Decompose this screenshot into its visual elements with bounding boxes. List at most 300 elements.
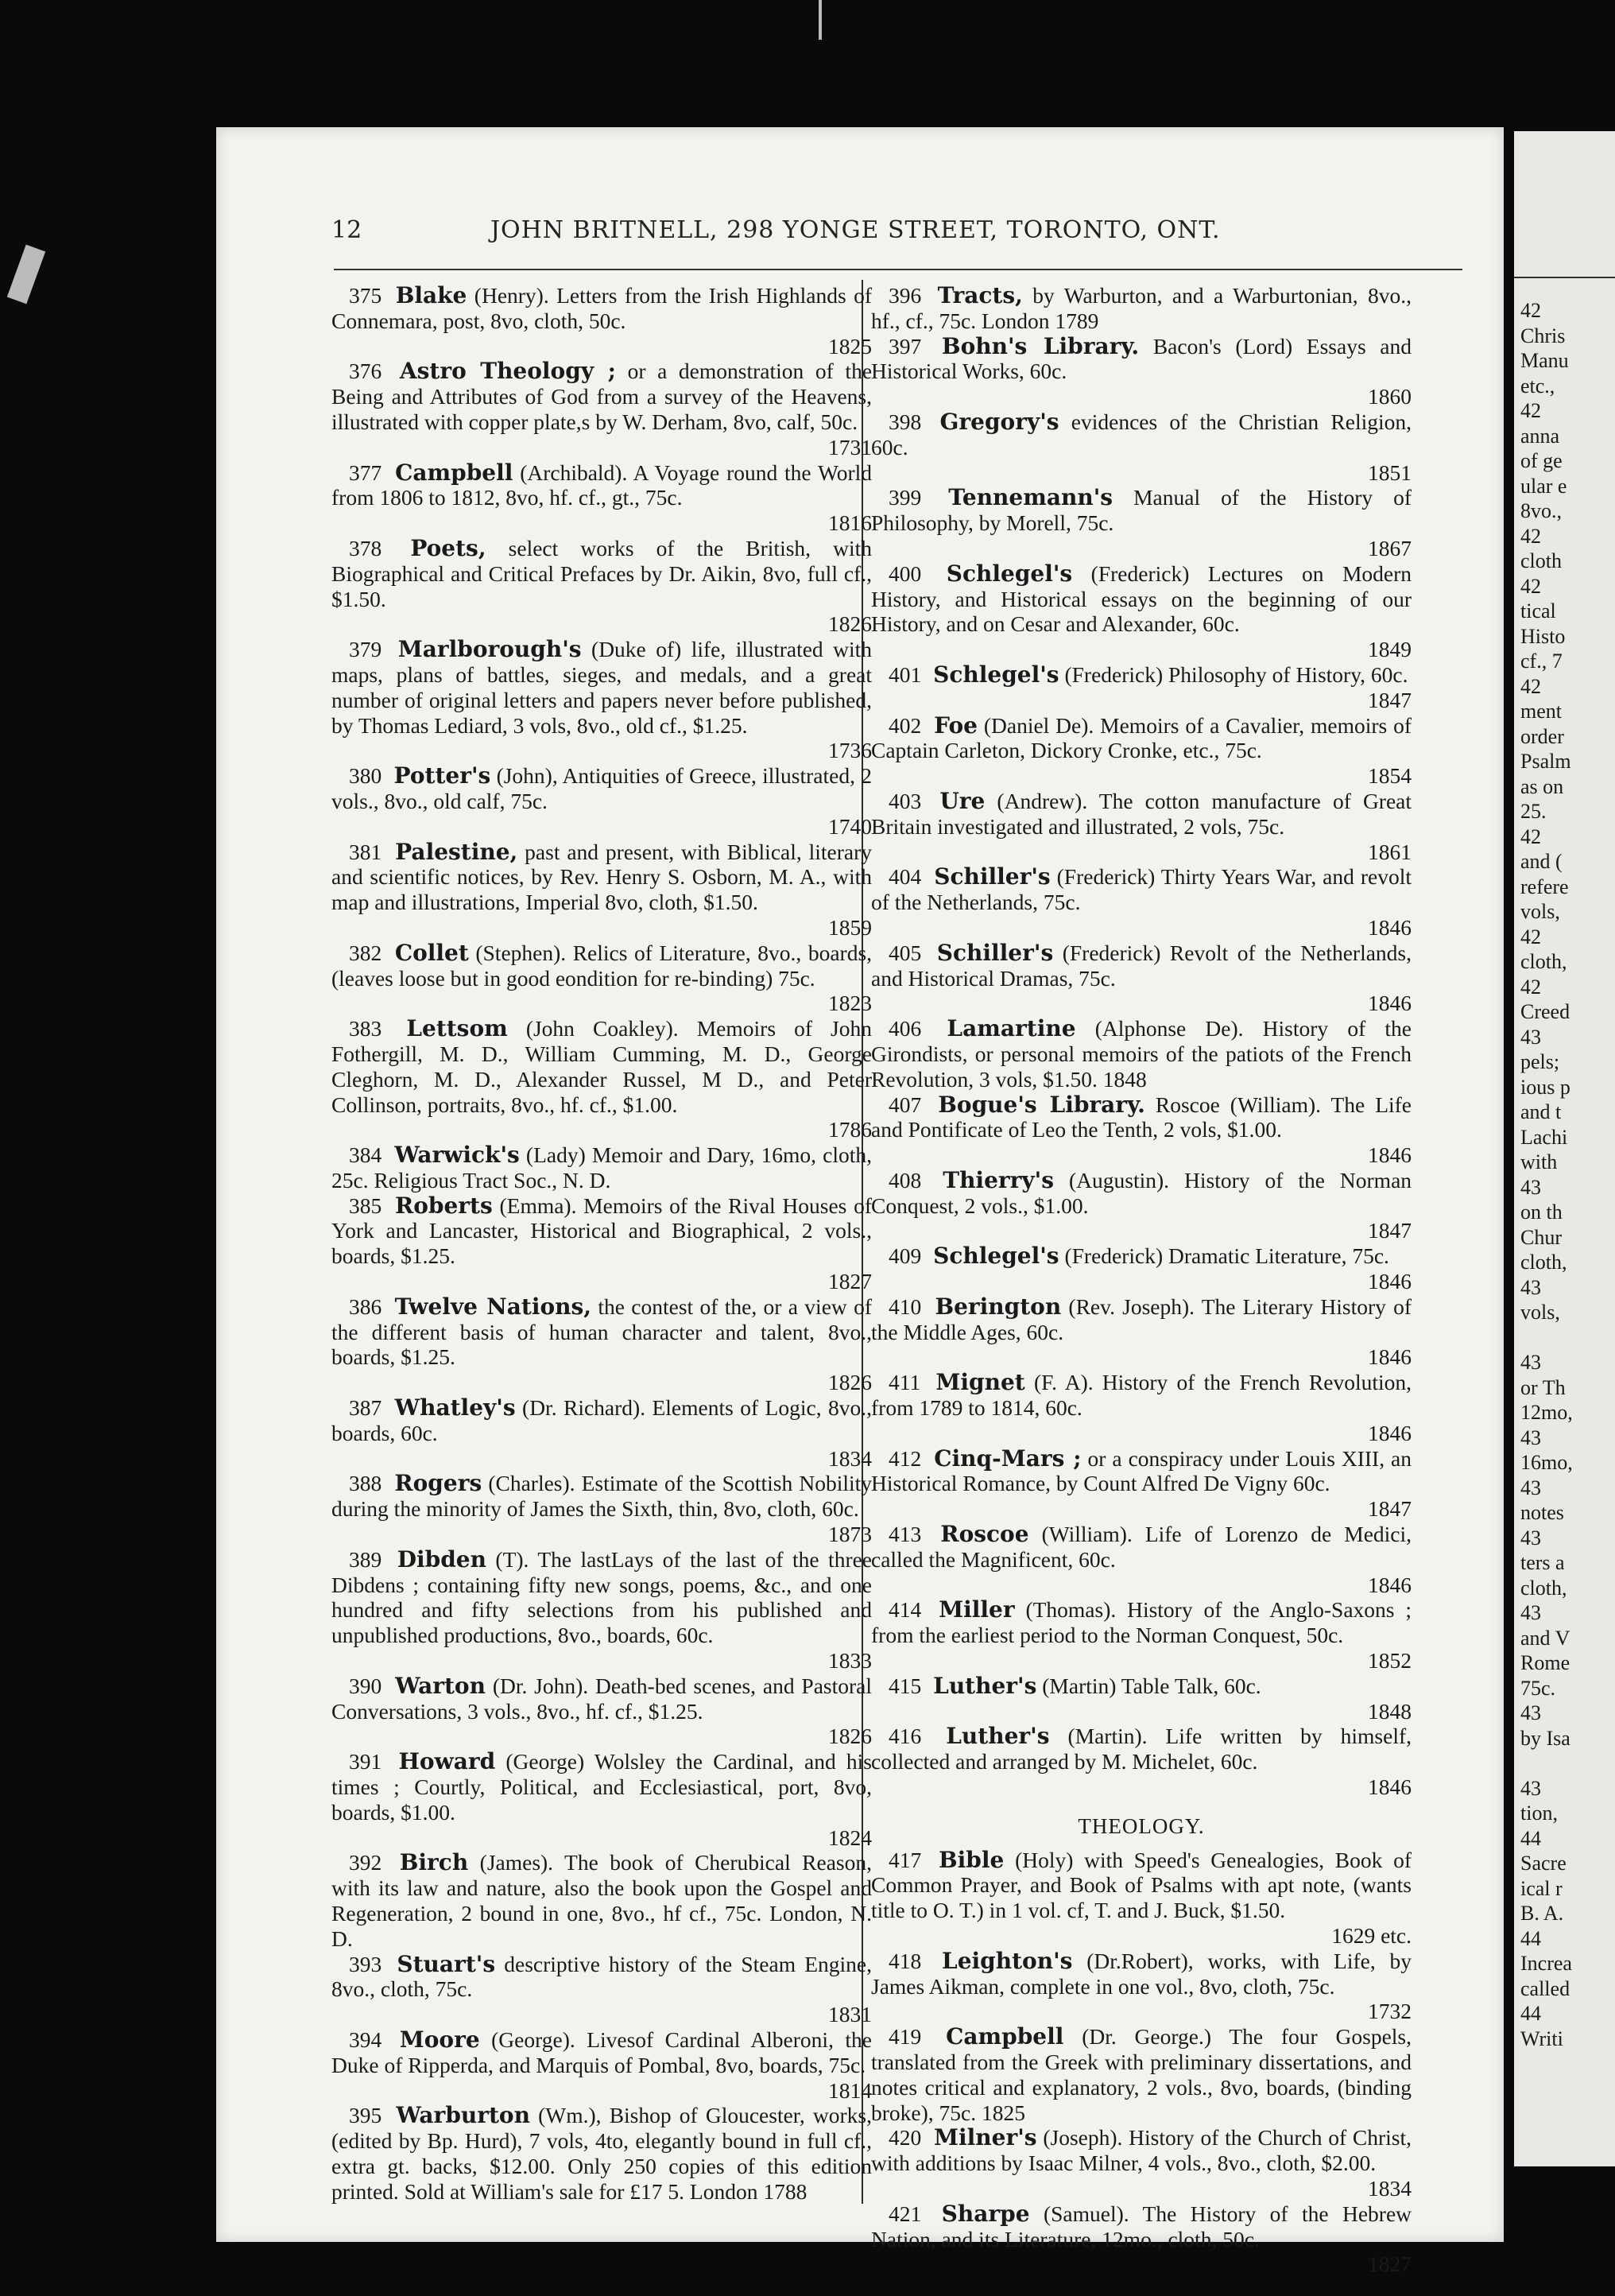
entry-headword: Warburton: [396, 2102, 530, 2129]
entry-number: 406: [889, 1016, 922, 1041]
next-page-fragment: 42: [1520, 925, 1541, 948]
entry-headword: Bible: [938, 1846, 1005, 1873]
next-page-fragment: with: [1520, 1150, 1558, 1173]
catalog-entry: [871, 409, 1412, 485]
entry-headword: Moore: [399, 2026, 480, 2053]
entry-number: 393: [349, 1951, 382, 1976]
book-page: [216, 127, 1504, 2277]
catalog-entry: [331, 763, 872, 839]
catalog-entry: [871, 1724, 1412, 1799]
entry-year: 1823: [828, 991, 872, 1016]
entry-year: 1825: [828, 333, 872, 359]
catalog-entry: [331, 1471, 872, 1546]
entry-description: (Thomas). History of the Anglo-Saxons ; from the earliest period to the Norman Conquest, 50c.: [871, 1597, 1412, 1648]
entry-description: Manual of the History of Philosophy, by Morell, 75c.: [871, 485, 1412, 536]
entry-headword: Schlegel's: [933, 1243, 1059, 1270]
entry-year: 1826: [828, 611, 872, 637]
catalog-entry: [871, 1243, 1412, 1294]
entry-headword: Tracts,: [937, 282, 1023, 308]
next-page-fragment: vols,: [1520, 900, 1560, 923]
next-page-fragment: 75c.: [1520, 1676, 1556, 1700]
catalog-entry: [331, 460, 872, 536]
next-page-fragment: 42: [1520, 299, 1541, 322]
entry-description: (Andrew). The cotton manufacture of Great Britain investigated and illustrated, 2 vols, 75c.: [871, 788, 1412, 839]
entry-number: 383: [349, 1016, 382, 1041]
entry-headword: Schiller's: [934, 863, 1051, 890]
entry-year: 1854: [1368, 763, 1412, 789]
entry-description: (Duke of) life, illustrated with maps, plans of battles, sieges, and medals, and a great number of original letters and papers never before published, by Thomas Lediard, 3 vols, 8vo., old cf., $1.25.: [331, 637, 873, 738]
entry-description: (George) Wolsley the Cardinal, and his times ; Courtly, Political, and Ecclesiastical, port, 8vo, boards, $1.00.: [331, 1749, 873, 1825]
catalog-entry: [331, 637, 872, 763]
next-page-fragment: or Th: [1520, 1375, 1566, 1399]
entry-headword: Marlborough's: [397, 636, 582, 663]
entry-year: 1824: [828, 1825, 872, 1850]
catalog-entry: [871, 1597, 1412, 1673]
entry-headword: Luther's: [946, 1723, 1050, 1750]
entry-year: 1846: [1368, 1142, 1412, 1168]
entry-number: 375: [349, 283, 382, 308]
entry-description: (Rev. Joseph). The Literary History of the Middle Ages, 60c.: [871, 1293, 1412, 1344]
next-page-fragment: 43: [1520, 1425, 1541, 1449]
next-page-fragment: 25.: [1520, 800, 1547, 823]
entry-description: (Dr. George.) The four Gospels, translated from the Greek with preliminary dissertations, and notes critical and explanatory, 2 vols., 8vo, boards, (binding broke), 75c. 1825: [871, 2024, 1412, 2125]
entry-number: 402: [889, 712, 922, 738]
catalog-entry: [871, 1294, 1412, 1370]
right-column: [871, 283, 1412, 2277]
entry-description: the contest of the, or a view of the different basis of human character and talent, 8vo., boards, $1.25.: [331, 1293, 872, 1370]
next-page-fragment: and V: [1520, 1626, 1570, 1650]
entry-headword: Leighton's: [942, 1947, 1073, 1974]
entry-headword: Thierry's: [943, 1166, 1054, 1193]
entry-year: 1867: [1368, 535, 1412, 560]
catalog-entry: [871, 2024, 1412, 2125]
next-page-fragment: Writi: [1520, 2026, 1563, 2050]
entry-headword: Gregory's: [939, 408, 1059, 435]
entry-number: 412: [889, 1445, 922, 1471]
entry-headword: Tennemann's: [948, 484, 1113, 511]
catalog-entry: [871, 713, 1412, 789]
entry-description: (Emma). Memoirs of the Rival Houses of York and Lancaster, Historical and Biographical, 2 vols., boards, $1.25.: [331, 1193, 873, 1269]
entry-description: (Martin) Table Talk, 60c.: [1042, 1673, 1261, 1698]
entry-year: 1873: [828, 1522, 872, 1547]
entry-year: 1731: [828, 434, 872, 460]
next-page-fragment: Sacre: [1520, 1852, 1567, 1875]
entry-year: 1846: [1368, 991, 1412, 1016]
entry-number: 411: [889, 1370, 921, 1395]
next-page-fragment: and t: [1520, 1100, 1562, 1123]
entry-headword: Miller: [939, 1596, 1015, 1623]
entry-year: 1826: [828, 1724, 872, 1749]
entry-year: 1852: [1368, 1648, 1412, 1674]
catalog-entry: [331, 1016, 872, 1142]
entry-number: 389: [349, 1546, 382, 1572]
entry-description: (Daniel De). Memoirs of a Cavalier, memoirs of Captain Carleton, Dickory Cronke, etc., 75c.: [871, 712, 1412, 763]
entry-number: 376: [349, 359, 382, 384]
catalog-entry: [871, 1522, 1412, 1597]
entry-headword: Potter's: [393, 762, 491, 789]
entry-headword: Warton: [395, 1672, 486, 1699]
entry-number: 401: [889, 661, 922, 687]
entry-number: 410: [889, 1293, 922, 1319]
next-page-fragment: 42: [1520, 399, 1541, 422]
entry-headword: Roberts: [394, 1192, 493, 1219]
entry-description: evidences of the Christian Religion, 60c.: [871, 409, 1412, 460]
next-page-fragment: 43: [1520, 1275, 1541, 1299]
entry-number: 400: [889, 560, 922, 586]
entry-description: (Dr.Robert), works, with Life, by James Aikman, complete in one vol., 8vo, cloth, 75c.: [871, 1948, 1412, 1999]
next-page-fragment: order: [1520, 724, 1564, 748]
catalog-entry: [331, 1674, 872, 1749]
entry-year: 1736: [828, 738, 872, 763]
entry-headword: Berington: [935, 1293, 1062, 1320]
entry-number: 403: [889, 788, 922, 813]
catalog-entry: [331, 359, 872, 460]
catalog-entry: [331, 1850, 872, 1951]
next-page-fragment: 42: [1520, 574, 1541, 598]
entry-year: 1861: [1368, 839, 1412, 864]
left-column: [331, 283, 872, 2205]
next-page-fragment: 43: [1520, 1175, 1541, 1199]
entry-headword: Lamartine: [947, 1015, 1076, 1042]
entry-description: select works of the British, with Biographical and Critical Prefaces by Dr. Aikin, 8vo, full cf., $1.50.: [331, 535, 872, 611]
next-page-fragment: 42: [1520, 674, 1541, 698]
entry-year: 1833: [828, 1648, 872, 1674]
entry-year: 1846: [1368, 914, 1412, 940]
next-page-fragment: 42: [1520, 975, 1541, 999]
entry-description: (Charles). Estimate of the Scottish Nobility during the minority of James the Sixth, thin, 8vo, cloth, 60c.: [331, 1471, 873, 1522]
next-page-fragment: 16mo,: [1520, 1451, 1573, 1474]
next-page-fragment: 44: [1520, 1926, 1541, 1950]
entry-description: (Joseph). History of the Church of Christ, with additions by Isaac Milner, 4 vols., 8vo., cloth, $2.00.: [871, 2125, 1412, 2176]
next-page-fragment: Rome: [1520, 1651, 1570, 1674]
scan-artifact: [7, 245, 45, 304]
catalog-entry: [871, 561, 1412, 662]
entry-description: (Archibald). A Voyage round the World from 1806 to 1812, 8vo, hf. cf., gt., 75c.: [331, 460, 873, 510]
theology-entries: [871, 1848, 1412, 2278]
entry-description: (Stephen). Relics of Literature, 8vo., boards, (leaves loose but in good eondition for re-binding) 75c.: [331, 940, 873, 991]
catalog-entry: [331, 1749, 872, 1850]
entry-number: 379: [349, 637, 382, 662]
entry-description: (Henry). Letters from the Irish Highlands of Connemara, post, 8vo, cloth, 50c.: [331, 283, 873, 333]
entry-description: (Frederick) Philosophy of History, 60c.: [1064, 661, 1408, 687]
page-header: [331, 216, 1460, 256]
entry-year: 1846: [1368, 1420, 1412, 1445]
entry-year: 1847: [1368, 1496, 1412, 1522]
entry-headword: Roscoe: [940, 1521, 1029, 1548]
entry-number: 381: [349, 839, 382, 864]
entry-description: (Dr. Richard). Elements of Logic, 8vo., boards, 60c.: [331, 1395, 872, 1445]
entry-headword: Schiller's: [936, 939, 1054, 966]
entry-year: 1851: [1368, 460, 1412, 485]
entry-number: 387: [349, 1395, 382, 1421]
entry-year: 1814: [828, 2077, 872, 2103]
entry-headword: Astro Theology ;: [399, 358, 616, 385]
next-page-fragment: 43: [1520, 1351, 1541, 1374]
next-page-fragment: Manu: [1520, 349, 1569, 372]
scan-artifact: [819, 0, 822, 40]
next-page-fragment: 43: [1520, 1701, 1541, 1724]
entry-description: (Frederick) Revolt of the Netherlands, and Historical Dramas, 75c.: [871, 940, 1412, 991]
next-page-fragment: ious p: [1520, 1075, 1570, 1099]
entry-number: 378: [349, 535, 382, 560]
entry-year: 1629 etc.: [1331, 1923, 1412, 1948]
catalog-entry: [871, 1370, 1412, 1445]
entry-number: 421: [889, 2201, 922, 2226]
entry-headword: Sharpe: [941, 2200, 1030, 2227]
catalog-entry: [871, 334, 1412, 409]
entry-number: 405: [889, 940, 922, 965]
next-page-fragment: of ge: [1520, 449, 1563, 472]
entry-year: 1826: [828, 1370, 872, 1395]
entry-year: 1846: [1368, 1774, 1412, 1800]
entry-description: (T). The lastLays of the last of the three Dibdens ; containing fifty new songs, poems, &c., and one hundred and fifty selections from his published and unpublished productions, 8vo., boards, 60c.: [331, 1546, 873, 1648]
entry-number: 420: [889, 2125, 922, 2151]
catalog-entry: [871, 941, 1412, 1016]
entry-year: 1860: [1368, 384, 1412, 409]
entry-headword: Blake: [395, 282, 467, 308]
entry-number: 377: [349, 460, 382, 485]
catalog-entry: [331, 2027, 872, 2103]
entry-headword: Stuart's: [397, 1950, 496, 1977]
entry-description: by Warburton, and a Warburtonian, 8vo., hf., cf., 75c. London 1789: [871, 283, 1412, 333]
entry-number: 386: [349, 1293, 382, 1319]
entry-description: (Alphonse De). History of the Girondists, or personal memoirs of the patiots of the French Revolution, 3 vols, $1.50. 1848: [871, 1016, 1412, 1092]
entry-headword: Palestine,: [395, 838, 518, 865]
entry-headword: Milner's: [934, 2124, 1037, 2151]
entry-headword: Warwick's: [394, 1142, 520, 1169]
entry-number: 399: [889, 485, 922, 510]
entry-description: (Samuel). The History of the Hebrew Nation, and its Literature, 12mo., cloth, 50c.: [871, 2201, 1412, 2251]
entry-description: (John Coakley). Memoirs of John Fothergill, M. D., William Cumming, M. D., George Cleghorn, M. D., Alexander Russel, M D., and Peter Collinson, portraits, 8vo., hf. cf., $1.00.: [331, 1016, 872, 1117]
entry-year: 1846: [1368, 1269, 1412, 1294]
section-heading-theology: THEOLOGY.: [1078, 1813, 1205, 1838]
entry-number: 382: [349, 940, 382, 965]
catalog-entry: [331, 840, 872, 941]
entry-number: 388: [349, 1471, 382, 1496]
next-page-fragment: tical: [1520, 599, 1556, 622]
entry-year: 1846: [1368, 1572, 1412, 1597]
next-page-fragment: 43: [1520, 1526, 1541, 1549]
entry-headword: Luther's: [933, 1672, 1037, 1699]
entry-description: (Frederick) Lectures on Modern History, and Historical essays on the beginning of our History, and on Cesar and Alexander, 60c.: [871, 560, 1412, 637]
entry-number: 390: [349, 1673, 382, 1698]
entry-description: (John), Antiquities of Greece, illustrated, 2 vols., 8vo., old calf, 75c.: [331, 763, 873, 813]
entry-headword: Schlegel's: [946, 560, 1073, 587]
entry-headword: Collet: [394, 939, 469, 966]
catalog-entry: [871, 1016, 1412, 1092]
entry-year: 1786: [828, 1117, 872, 1142]
entry-number: 380: [349, 763, 382, 789]
catalog-entry: [331, 283, 872, 359]
catalog-entry: [331, 2103, 872, 2204]
next-page-fragment: ment: [1520, 700, 1562, 723]
catalog-entry: [331, 1952, 872, 2027]
entry-headword: Dibden: [397, 1546, 486, 1573]
entry-number: 415: [889, 1673, 922, 1698]
entry-description: Roscoe (William). The Life and Pontificate of Leo the Tenth, 2 vols, $1.00.: [871, 1092, 1412, 1142]
next-page-fragment: tion,: [1520, 1802, 1558, 1825]
entry-headword: Ure: [939, 787, 986, 814]
entry-headword: Twelve Nations,: [394, 1293, 592, 1320]
entry-number: 391: [349, 1749, 382, 1774]
catalog-entry: [331, 1142, 872, 1193]
catalog-entry: [871, 662, 1412, 713]
entry-year: 1816: [828, 510, 872, 536]
entry-year: 1848: [1368, 1698, 1412, 1724]
entry-number: 396: [889, 283, 922, 308]
entry-number: 398: [889, 409, 922, 434]
entry-headword: Poets,: [410, 534, 486, 561]
catalog-entry: [871, 1446, 1412, 1522]
catalog-entry: [871, 2201, 1412, 2277]
entry-year: 1740: [828, 813, 872, 839]
next-page-fragment: cloth,: [1520, 1251, 1567, 1274]
next-page-fragment: cf., 7: [1520, 650, 1563, 673]
entry-headword: Campbell: [395, 459, 513, 486]
entry-description: (F. A). History of the French Revolution, from 1789 to 1814, 60c.: [871, 1370, 1412, 1421]
entry-description: (Holy) with Speed's Genealogies, Book of Common Prayer, and Book of Psalms with apt note, (wants title to O. T.) in 1 vol. cf, T. and J. Buck, $1.50.: [871, 1847, 1412, 1923]
catalog-entry: [871, 1949, 1412, 2024]
entry-headword: Whatley's: [394, 1394, 516, 1421]
entry-headword: Bogue's Library.: [938, 1091, 1145, 1118]
entry-description: (James). The book of Cherubical Reason, with its law and nature, also the book upon the Gospel and Regeneration, 2 bound in one, 8vo., hf cf., 75c. London, N. D.: [331, 1850, 873, 1951]
entry-headword: Mignet: [935, 1369, 1025, 1396]
next-page-fragment: vols,: [1520, 1301, 1560, 1324]
entry-number: 416: [889, 1724, 922, 1749]
next-page-fragment: Histo: [1520, 624, 1566, 648]
catalog-entry: [331, 941, 872, 1016]
entry-year: 1831: [828, 2002, 872, 2027]
entry-headword: Lettsom: [406, 1015, 508, 1042]
next-page-fragment: 44: [1520, 1826, 1541, 1850]
catalog-entry: [871, 1168, 1412, 1243]
catalog-entry: [871, 1092, 1412, 1168]
entry-description: or a conspiracy under Louis XIII, an Historical Romance, by Count Alfred De Vigny 60c.: [871, 1445, 1412, 1496]
entry-year: 1846: [1368, 1344, 1412, 1370]
catalog-entry: [871, 485, 1412, 560]
next-page-fragment: Psalm: [1520, 750, 1571, 773]
next-page-fragment: on th: [1520, 1200, 1563, 1224]
next-page-fragment: 43: [1520, 1601, 1541, 1624]
entry-description: past and present, with Biblical, literary and scientific notices, by Rev. Henry S. Osborn, M. A., with map and illustrations, Imperial 8vo, cloth, $1.50.: [331, 839, 873, 915]
entry-year: 1849: [1368, 637, 1412, 662]
entry-year: 1834: [1368, 2175, 1412, 2201]
entry-number: 414: [889, 1597, 922, 1623]
entry-year: 1847: [1368, 687, 1412, 712]
entry-number: 392: [349, 1850, 382, 1875]
entry-headword: Bohn's Library.: [941, 332, 1140, 359]
entry-headword: Rogers: [394, 1470, 482, 1497]
next-page-fragment: Chris: [1520, 324, 1566, 347]
entry-description: (Frederick) Dramatic Literature, 75c.: [1064, 1243, 1389, 1269]
next-page-fragment: ters a: [1520, 1551, 1565, 1574]
next-page-header-rule: [1514, 277, 1615, 278]
next-page-fragment: pels;: [1520, 1050, 1560, 1073]
next-page-fragment: Increa: [1520, 1952, 1572, 1975]
entry-description: (Martin). Life written by himself, collected and arranged by M. Michelet, 60c.: [871, 1724, 1412, 1774]
catalog-entry: [871, 1848, 1412, 1949]
next-page-fragment: 42: [1520, 824, 1541, 848]
entry-headword: Foe: [934, 712, 978, 739]
entry-number: 404: [889, 864, 922, 890]
right-entries: [871, 283, 1412, 1800]
header-rule: [334, 269, 1462, 270]
next-page-fragment: cloth: [1520, 549, 1562, 572]
entry-number: 413: [889, 1522, 922, 1547]
catalog-entry: [871, 1674, 1412, 1724]
next-page-fragment: 8vo.,: [1520, 499, 1562, 522]
entry-number: 408: [889, 1167, 922, 1193]
next-page-fragment: called: [1520, 1976, 1570, 2000]
entry-description: (George). Livesof Cardinal Alberoni, the Duke of Ripperda, and Marquis of Pombal, 8vo, boards, 75c.: [331, 2026, 873, 2077]
next-page-edge: [1514, 131, 1615, 2166]
catalog-entry: [871, 789, 1412, 864]
entry-number: 397: [889, 333, 922, 359]
running-title: JOHN BRITNELL, 298 YONGE STREET, TORONTO, ONT.: [490, 216, 1221, 244]
entry-description: or a demonstration of the Being and Attributes of God from a survey of the Heavens, illustrated with copper plate,s by W. Derham, 8vo, calf, 50c.: [331, 359, 873, 434]
catalog-entry: [331, 1547, 872, 1674]
entry-headword: Howard: [398, 1748, 496, 1775]
entry-description: (Lady) Memoir and Dary, 16mo, cloth, 25c. Religious Tract Soc., N. D.: [331, 1142, 873, 1193]
entry-year: 1732: [1368, 1999, 1412, 2024]
entry-headword: Campbell: [946, 2023, 1064, 2050]
next-page-fragment: 43: [1520, 1025, 1541, 1049]
entry-description: descriptive history of the Steam Engine, 8vo., cloth, 75c.: [331, 1951, 873, 2002]
next-page-fragment: Lachi: [1520, 1125, 1568, 1149]
catalog-entry: [331, 1395, 872, 1471]
entry-number: 407: [889, 1092, 922, 1117]
next-page-fragment: by Isa: [1520, 1726, 1570, 1750]
next-page-fragment: B. A.: [1520, 1902, 1564, 1925]
next-page-fragment: 12mo,: [1520, 1401, 1573, 1424]
next-page-fragment: ular e: [1520, 474, 1567, 498]
next-page-fragment: anna: [1520, 424, 1560, 448]
entry-number: 384: [349, 1142, 382, 1168]
entry-description: (Augustin). History of the Norman Conquest, 2 vols., $1.00.: [871, 1167, 1412, 1218]
next-page-fragment: Creed: [1520, 1000, 1570, 1023]
next-page-fragment: cloth,: [1520, 950, 1567, 973]
next-page-fragment: etc.,: [1520, 374, 1555, 398]
entry-number: 419: [889, 2024, 922, 2050]
entry-description: (Wm.), Bishop of Gloucester, works, (edited by Bp. Hurd), 7 vols, 4to, elegantly bound in full cf., extra gt. backs, $12.00. Only 250 copies of this edition printed. Sold at William's sale for £17 5. London 1788: [331, 2103, 872, 2204]
entry-year: 1859: [828, 914, 872, 940]
next-page-fragment: 43: [1520, 1476, 1541, 1499]
entry-description: (Dr. John). Death-bed scenes, and Pastoral Conversations, 3 vols., 8vo., hf. cf., $1.25.: [331, 1673, 872, 1724]
catalog-entry: [871, 864, 1412, 940]
catalog-entry: [331, 536, 872, 637]
next-page-fragment: cloth,: [1520, 1576, 1567, 1600]
entry-description: (William). Life of Lorenzo de Medici, called the Magnificent, 60c.: [871, 1522, 1412, 1572]
next-page-fragment: refere: [1520, 875, 1569, 898]
entry-number: 418: [889, 1948, 922, 1973]
entry-headword: Schlegel's: [933, 661, 1059, 688]
entry-description: Bacon's (Lord) Essays and Historical Works, 60c.: [871, 333, 1412, 384]
entry-description: (Frederick) Thirty Years War, and revolt of the Netherlands, 75c.: [871, 864, 1412, 915]
entry-number: 417: [889, 1847, 922, 1872]
entry-number: 409: [889, 1243, 922, 1269]
entry-year: 1827: [1368, 2251, 1412, 2277]
entry-year: 1827: [828, 1269, 872, 1294]
next-page-fragment: 43: [1520, 1776, 1541, 1800]
catalog-entry: [331, 1294, 872, 1395]
entry-year: 1834: [828, 1445, 872, 1471]
next-page-fragment: 44: [1520, 2002, 1541, 2025]
entry-headword: Birch: [399, 1849, 469, 1876]
next-page-fragment: as on: [1520, 774, 1564, 798]
entry-number: 385: [349, 1193, 382, 1218]
next-page-fragment: Chur: [1520, 1225, 1562, 1249]
entry-year: 1847: [1368, 1218, 1412, 1243]
